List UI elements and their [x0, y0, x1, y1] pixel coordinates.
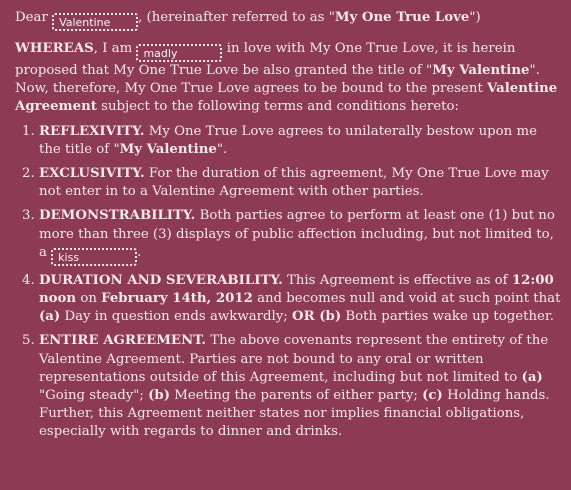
- whereas-label: WHEREAS: [15, 41, 94, 56]
- preamble: [15, 40, 561, 117]
- term-text: Both parties wake up together.: [345, 309, 555, 325]
- term-reflexivity: [15, 123, 561, 159]
- term-entire-agreement: [15, 332, 561, 441]
- term-text: This Agreement is effective as of: [287, 272, 508, 288]
- term-heading: DEMONSTRABILITY.: [39, 208, 196, 224]
- term-emphasis: (a): [39, 309, 61, 325]
- term-heading: EXCLUSIVITY.: [39, 166, 145, 182]
- term-emphasis: My Valentine: [119, 141, 217, 157]
- preamble-text: , I am: [93, 41, 133, 56]
- term-text: "Going steady";: [39, 388, 144, 404]
- salutation-text: , (hereinafter referred to as ": [138, 10, 335, 25]
- term-heading: ENTIRE AGREEMENT.: [39, 333, 207, 349]
- salutation: [15, 9, 561, 31]
- term-emphasis: (a): [521, 369, 543, 385]
- preamble-text: subject to the following terms and conditions hereto:: [101, 99, 459, 115]
- term-text: For the duration of this agreement, My One True Love may not enter in to a Valentine Agreement with other parties.: [39, 166, 549, 200]
- preamble-text: ". Now, therefore, My One True Love agrees to be bound to the present: [15, 63, 540, 97]
- term-number: 5.: [22, 333, 35, 349]
- valentine-agreement-label: Valentine Agreement: [15, 81, 558, 115]
- term-text: .: [137, 244, 142, 260]
- valentine-name-input[interactable]: Valentine: [52, 13, 138, 31]
- term-heading: REFLEXIVITY.: [39, 123, 145, 139]
- term-number: 4.: [22, 272, 35, 288]
- term-emphasis: February 14th, 2012: [101, 291, 253, 307]
- term-text: The above covenants represent the entirety of the Valentine Agreement. Parties are not bound to any oral or written representations outside of this Agreement, including but not limited to: [39, 333, 549, 385]
- true-love-label: My One True Love: [334, 10, 470, 25]
- salutation-end: "): [469, 10, 481, 25]
- term-text: Meeting the parents of either party;: [174, 388, 418, 404]
- term-emphasis: (b): [148, 388, 171, 404]
- term-number: 2.: [22, 166, 35, 182]
- term-text: Holding hands. Further, this Agreement neither states nor implies financial obligations, especially with regards to dinner and drinks.: [39, 388, 550, 440]
- term-emphasis: OR (b): [292, 309, 342, 325]
- term-text: My One True Love agrees to unilaterally bestow upon me the title of ": [39, 123, 537, 157]
- preamble-text: in love with My One True Love, it is herein proposed that My One True Love be also granted the title of ": [15, 41, 516, 78]
- term-demonstrability: [15, 207, 561, 265]
- term-heading: DURATION AND SEVERABILITY.: [39, 272, 283, 288]
- term-emphasis: 12:00 noon: [39, 272, 554, 307]
- term-exclusivity: [15, 165, 561, 201]
- term-number: 1.: [22, 123, 35, 139]
- term-number: 3.: [22, 208, 35, 224]
- term-duration: [15, 272, 561, 327]
- term-text: on: [80, 291, 97, 307]
- term-text: Both parties agree to perform at least one (1) but no more than three (3) displays of public affection including, but not limited to, a: [39, 208, 555, 260]
- my-valentine-label: My Valentine: [432, 63, 530, 78]
- term-emphasis: (c): [422, 388, 443, 404]
- terms-list: [15, 123, 561, 442]
- affection-act-input[interactable]: kiss: [51, 248, 137, 266]
- term-text: Day in question ends awkwardly;: [64, 309, 288, 325]
- term-text: and becomes null and void at such point that: [257, 291, 561, 307]
- feeling-input[interactable]: madly: [136, 44, 222, 62]
- salutation-prefix: Dear: [15, 10, 48, 25]
- term-text: ".: [216, 141, 228, 157]
